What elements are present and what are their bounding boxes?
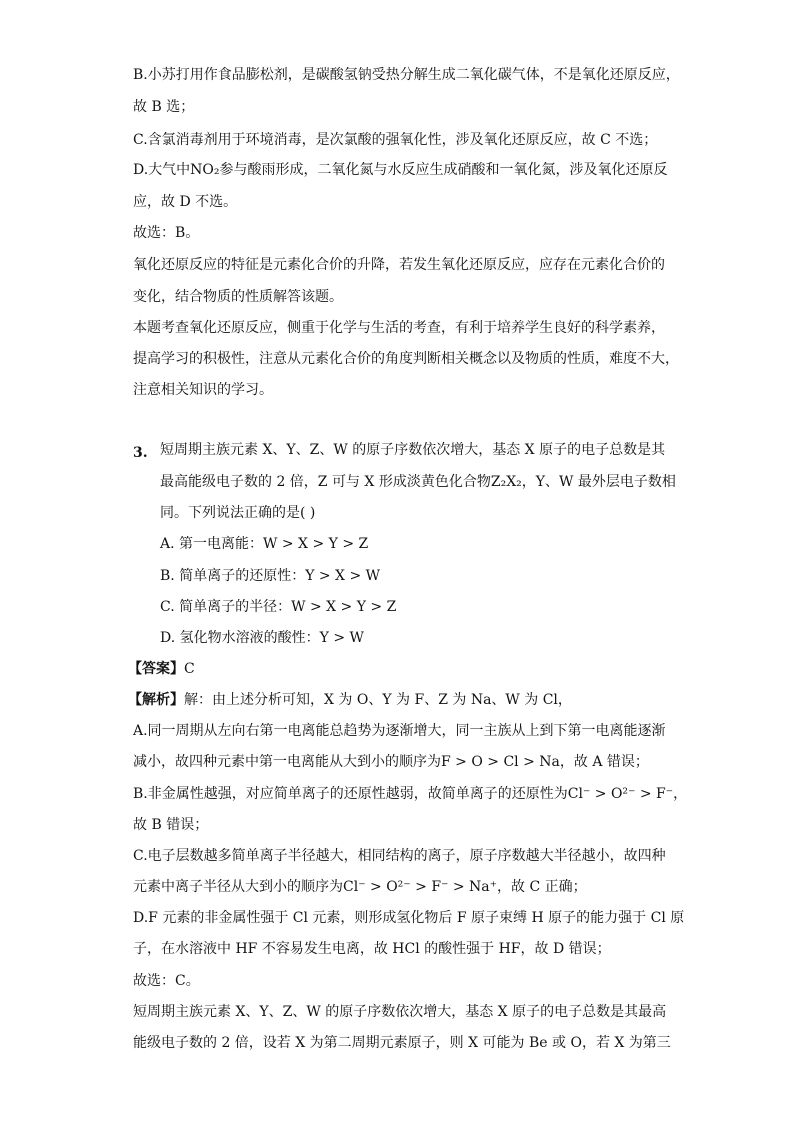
- prev-explanation-line: 变化，结合物质的性质解答该题。: [133, 289, 343, 305]
- analysis-first-line: 解：由上述分析可知，X 为 O、Y 为 F、Z 为 Na、W 为 Cl，: [184, 692, 572, 708]
- prev-explanation-line: 提高学习的积极性，注意从元素化合价的角度判断相关概念以及物质的性质，难度不大，: [133, 351, 679, 367]
- prev-explanation-line: 故 B 选；: [133, 99, 195, 115]
- prev-explanation-line: 注意相关知识的学习。: [133, 382, 273, 398]
- analysis-line: 短周期主族元素 X、Y、Z、W 的原子序数依次增大，基态 X 原子的电子总数是其最高: [133, 1004, 667, 1020]
- analysis-line: A.同一周期从左向右第一电离能总趋势为逐渐增大，同一主族从上到下第一电离能逐渐: [133, 723, 666, 739]
- analysis-line: C.电子层数越多简单离子半径越大，相同结构的离子，原子序数越大半径越小，故四种: [133, 848, 666, 864]
- answer-label: 【答案】: [128, 661, 184, 677]
- analysis-line: 能级电子数的 2 倍，设若 X 为第二周期元素原子，则 X 可能为 Be 或 O，若 X 为第三: [133, 1035, 671, 1051]
- option-b: B. 简单离子的还原性：Y > X > W: [160, 568, 381, 584]
- analysis-line: 子，在水溶液中 HF 不容易发生电离，故 HCl 的酸性强于 HF，故 D 错误；: [133, 941, 611, 957]
- question-stem-line: 同。下列说法正确的是( ): [160, 505, 316, 521]
- answer-row: [128, 656, 658, 682]
- option-d: D. 氢化物水溶液的酸性：Y > W: [160, 630, 364, 646]
- prev-explanation-line: D.大气中NO₂参与酸雨形成，二氧化氮与水反应生成硝酸和一氧化氮，涉及氧化还原反: [133, 162, 668, 178]
- analysis-line: D.F 元素的非金属性强于 Cl 元素，则形成氢化物后 F 原子束缚 H 原子的能力强于 Cl 原: [133, 910, 685, 926]
- prev-explanation-line: 应，故 D 不选。: [133, 194, 238, 210]
- prev-explanation-line: C.含氯消毒剂用于环境消毒，是次氯酸的强氧化性，涉及氧化还原反应，故 C 不选；: [133, 132, 658, 148]
- analysis-line: 元素中离子半径从大到小的顺序为Cl⁻ > O²⁻ > F⁻ > Na⁺，故 C 正确；: [133, 879, 587, 895]
- prev-explanation-line: 氧化还原反应的特征是元素化合价的升降，若发生氧化还原反应，应存在元素化合价的: [133, 257, 665, 273]
- option-c: C. 简单离子的半径：W > X > Y > Z: [160, 599, 397, 615]
- analysis-line: 故 B 错误；: [133, 817, 209, 833]
- prev-explanation-line: B.小苏打用作食品膨松剂，是碳酸氢钠受热分解生成二氧化碳气体，不是氧化还原反应，: [133, 67, 680, 83]
- analysis-line: 减小，故四种元素中第一电离能从大到小的顺序为F > O > Cl > Na，故 A 错误；: [133, 754, 649, 770]
- answer-value: C: [184, 661, 195, 677]
- analysis-line: B.非金属性越强，对应简单离子的还原性越弱，故简单离子的还原性为Cl⁻ > O²⁻ > F⁻，: [133, 786, 688, 802]
- question-stem-line: 最高能级电子数的 2 倍，Z 可与 X 形成淡黄色化合物Z₂X₂，Y、W 最外层电子数相: [160, 474, 676, 490]
- analysis-label: 【解析】: [128, 692, 184, 708]
- option-a: A. 第一电离能：W > X > Y > Z: [160, 536, 369, 552]
- analysis-line: 故选：C。: [133, 973, 200, 989]
- analysis-row: [128, 687, 658, 713]
- question-stem-line: 短周期主族元素 X、Y、Z、W 的原子序数依次增大，基态 X 原子的电子总数是其: [160, 442, 666, 458]
- question-number: 3.: [133, 445, 148, 461]
- prev-explanation-line: 故选：B。: [133, 225, 200, 241]
- prev-explanation-line: 本题考查氧化还原反应，侧重于化学与生活的考查，有利于培养学生良好的科学素养，: [133, 320, 665, 336]
